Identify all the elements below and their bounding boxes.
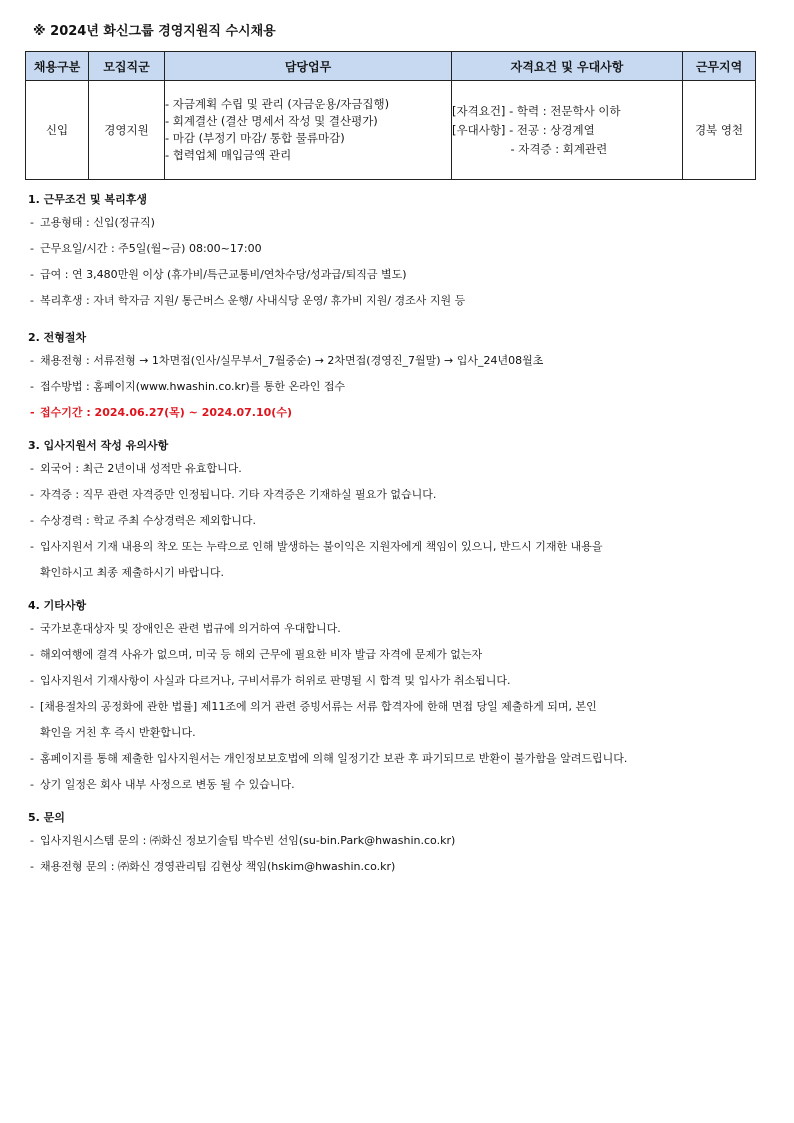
duty-line: - 회계결산 (결산 명세서 작성 및 결산평가) (165, 114, 378, 128)
cell-duties (165, 81, 452, 180)
list-item (28, 854, 768, 880)
list-item-text: 급여 : 연 3,480만원 이상 (휴가비/특근교통비/연차수당/성과급/퇴직금 별도) (40, 268, 407, 281)
list-item (28, 828, 768, 854)
document-title: ※ 2024년 화신그룹 경영지원직 수시채용 (33, 24, 276, 39)
list-item (28, 694, 768, 720)
cell-type: 신입 (26, 81, 89, 180)
table-header-row (26, 52, 756, 81)
bullet-dash: - (30, 778, 34, 791)
section-title: 5. 문의 (28, 811, 65, 824)
header-qualifications: 자격요건 및 우대사항 (452, 52, 683, 81)
bullet-dash: - (30, 488, 34, 501)
list-item-text: 상기 일정은 회사 내부 사정으로 변동 될 수 있습니다. (40, 778, 295, 791)
list-item-text: 해외여행에 결격 사유가 없으며, 미국 등 해외 근무에 필요한 비자 발급 자격에 문제가 없는자 (40, 648, 483, 661)
list-item (28, 772, 768, 798)
section (28, 190, 768, 314)
list-item-text: 채용전형 문의 : ㈜화신 경영관리팀 김현상 책임(hskim@hwashin.co.kr) (40, 860, 396, 873)
bullet-dash: - (30, 622, 34, 635)
bullet-dash: - (30, 834, 34, 847)
list-item (28, 262, 768, 288)
header-type: 채용구분 (26, 52, 89, 81)
list-item-text: 입사지원서 기재 내용의 착오 또는 누락으로 인해 발생하는 불이익은 지원자에게 책임이 있으니, 반드시 기재한 내용을 (40, 540, 603, 553)
bullet-dash: - (30, 216, 34, 229)
duty-line: - 협력업체 매입금액 관리 (165, 148, 292, 162)
duty-line: - 마감 (부정기 마감/ 통합 물류마감) (165, 131, 345, 145)
list-item-text: 입사지원서 기재사항이 사실과 다르거나, 구비서류가 허위로 판명될 시 합격 및 입사가 취소됩니다. (40, 674, 511, 687)
qualification-line: [자격요건] - 학력 : 전문학사 이하 (452, 103, 621, 118)
list-item-text: 근무요일/시간 : 주5일(월~금) 08:00~17:00 (40, 242, 262, 255)
duty-line: - 자금계획 수립 및 관리 (자금운용/자금집행) (165, 97, 390, 111)
section-title: 4. 기타사항 (28, 599, 87, 612)
list-item (28, 746, 768, 772)
list-item (28, 508, 768, 534)
list-item (28, 288, 768, 314)
list-item-text: 고용형태 : 신입(정규직) (40, 216, 155, 229)
list-item-text: 외국어 : 최근 2년이내 성적만 유효합니다. (40, 462, 242, 475)
list-item-text: 접수방법 : 홈페이지(www.hwashin.co.kr)를 통한 온라인 접수 (40, 380, 346, 393)
bullet-dash: - (30, 294, 34, 307)
header-location: 근무지역 (683, 52, 756, 81)
sections-container (28, 190, 768, 880)
bullet-dash: - (30, 648, 34, 661)
bullet-dash: - (30, 242, 34, 255)
list-item-continuation: 확인하시고 최종 제출하시기 바랍니다. (40, 566, 225, 579)
list-item-text: 입사지원시스템 문의 : ㈜화신 정보기술팀 박수빈 선임(su-bin.Park@hwashin.co.kr) (40, 834, 456, 847)
section (28, 328, 768, 426)
section (28, 436, 768, 586)
bullet-dash: - (30, 514, 34, 527)
cell-group: 경영지원 (89, 81, 165, 180)
qualification-line: - 자격증 : 회계관련 (452, 141, 608, 156)
list-item (28, 374, 768, 400)
section (28, 596, 768, 798)
bullet-dash: - (30, 354, 34, 367)
list-item (28, 616, 768, 642)
application-period (28, 400, 768, 426)
list-item (28, 456, 768, 482)
table-row (26, 81, 756, 180)
recruitment-table (25, 51, 756, 180)
bullet-dash: - (30, 540, 34, 553)
list-item (28, 236, 768, 262)
bullet-dash: - (30, 380, 34, 393)
cell-qualifications (452, 81, 683, 180)
list-item (28, 348, 768, 374)
bullet-dash: - (30, 406, 35, 419)
list-item (28, 668, 768, 694)
list-item-text: 자격증 : 직무 관련 자격증만 인정됩니다. 기타 자격증은 기재하실 필요가 없습니다. (40, 488, 437, 501)
list-item-text: 접수기간 : 2024.06.27(목) ~ 2024.07.10(수) (40, 406, 292, 419)
bullet-dash: - (30, 700, 34, 713)
header-group: 모집직군 (89, 52, 165, 81)
list-item (28, 642, 768, 668)
list-item-text: 국가보훈대상자 및 장애인은 관련 법규에 의거하여 우대합니다. (40, 622, 341, 635)
list-item-text: 홈페이지를 통해 제출한 입사지원서는 개인정보보호법에 의해 일정기간 보관 후 파기되므로 반환이 불가함을 알려드립니다. (40, 752, 628, 765)
list-item-text: 채용전형 : 서류전형 → 1차면접(인사/실무부서_7월중순) → 2차면접(경영진_7월말) → 입사_24년08월초 (40, 354, 544, 367)
section-title: 3. 입사지원서 작성 유의사항 (28, 439, 169, 452)
bullet-dash: - (30, 752, 34, 765)
list-item (28, 482, 768, 508)
section (28, 808, 768, 880)
bullet-dash: - (30, 674, 34, 687)
list-item-text: 복리후생 : 자녀 학자금 지원/ 통근버스 운행/ 사내식당 운영/ 휴가비 지원/ 경조사 지원 등 (40, 294, 466, 307)
qualification-line: [우대사항] - 전공 : 상경계열 (452, 122, 595, 137)
header-duties: 담당업무 (165, 52, 452, 81)
section-title: 2. 전형절차 (28, 331, 87, 344)
list-item (28, 534, 768, 560)
list-item (28, 210, 768, 236)
list-item-text: [채용절차의 공정화에 관한 법률] 제11조에 의거 관련 증빙서류는 서류 합격자에 한해 면접 당일 제출하게 되며, 본인 (40, 700, 597, 713)
bullet-dash: - (30, 860, 34, 873)
cell-location: 경북 영천 (683, 81, 756, 180)
list-item-continuation: 확인을 거친 후 즉시 반환합니다. (40, 726, 196, 739)
bullet-dash: - (30, 462, 34, 475)
section-title: 1. 근무조건 및 복리후생 (28, 193, 147, 206)
list-item-text: 수상경력 : 학교 주최 수상경력은 제외합니다. (40, 514, 256, 527)
bullet-dash: - (30, 268, 34, 281)
